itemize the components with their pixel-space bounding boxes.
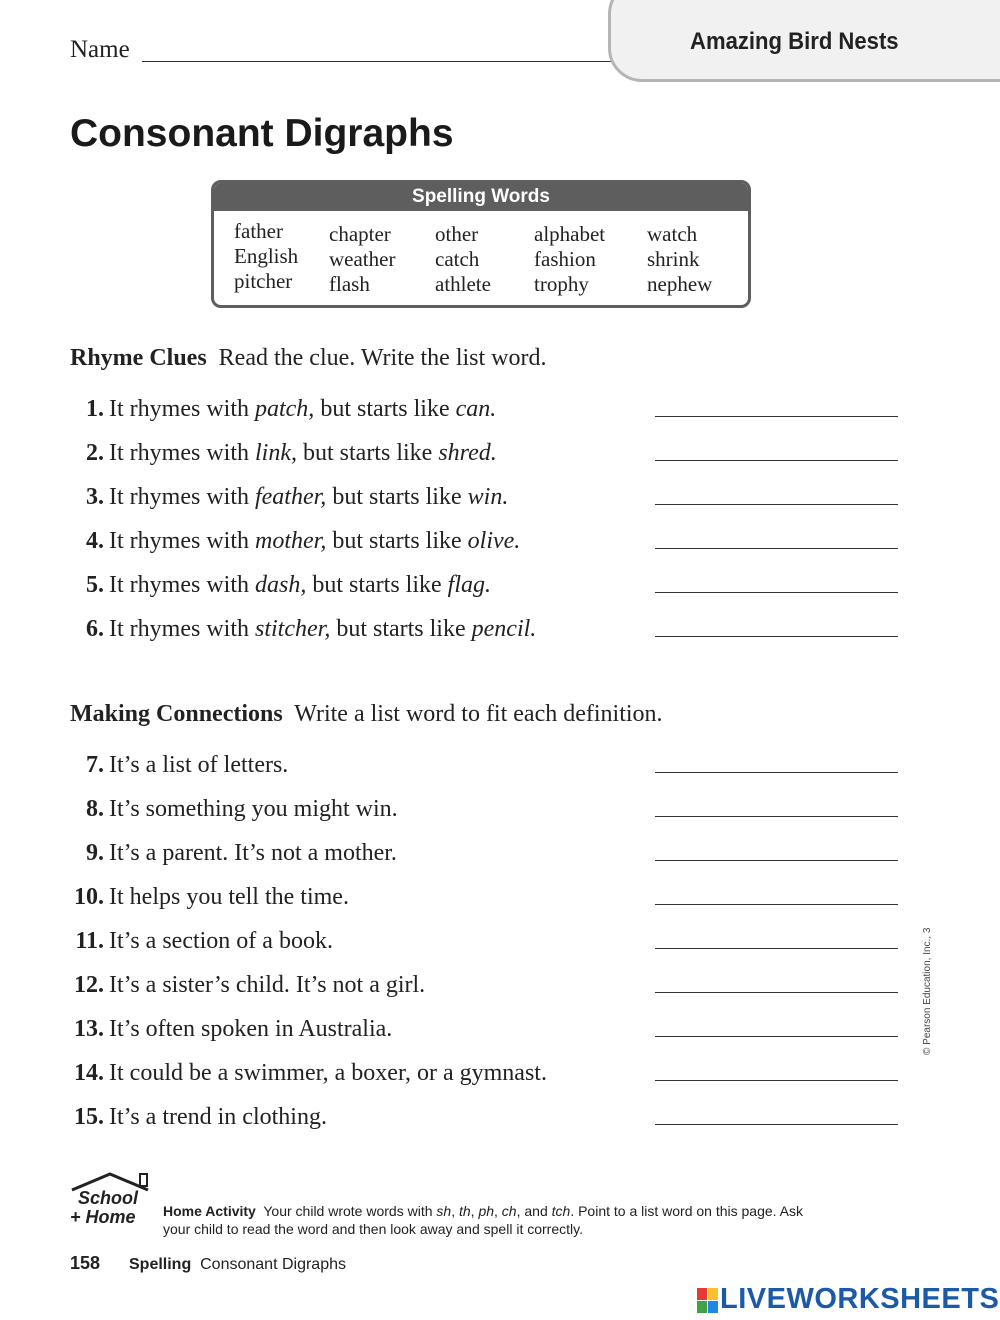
- item-number: 2.: [86, 440, 104, 466]
- item-number: 4.: [86, 528, 104, 554]
- home-activity-text-pre: Your child wrote words with: [263, 1203, 437, 1219]
- rhyme-word: dash,: [254, 572, 307, 598]
- home-activity-label: Home Activity: [163, 1203, 256, 1219]
- spelling-word: fashion: [534, 247, 596, 271]
- spelling-word: athlete: [435, 272, 491, 296]
- definition-item: [0, 1016, 1000, 1050]
- name-answer-line[interactable]: [142, 61, 612, 62]
- start-word: olive.: [467, 528, 521, 554]
- page-number: 158: [70, 1253, 101, 1273]
- clue-mid: but starts like: [296, 440, 439, 466]
- spelling-word: chapter: [329, 222, 391, 246]
- clue-text: [109, 396, 496, 423]
- spelling-word: watch: [647, 222, 698, 246]
- tab-title: Amazing Bird Nests: [690, 28, 899, 55]
- rhyme-word: stitcher,: [254, 616, 331, 642]
- clue-pre: It rhymes with: [109, 528, 255, 554]
- digraph: tch: [551, 1203, 571, 1219]
- clue-mid: but starts like: [326, 484, 468, 510]
- chimney-icon: [140, 1174, 147, 1186]
- clue-mid: but starts like: [314, 396, 456, 422]
- definition-item: [0, 1104, 1000, 1138]
- definition-item: [0, 796, 1000, 830]
- item-number: 6.: [86, 616, 104, 642]
- clue-text: [109, 616, 536, 643]
- footer-section-label: [129, 1256, 346, 1274]
- liveworksheets-watermark[interactable]: LIVEWORKSHEETS: [720, 1283, 1000, 1315]
- definition-item: [0, 884, 1000, 918]
- making-connections-heading: [70, 701, 663, 728]
- start-word: flag.: [447, 572, 491, 598]
- clue-pre: It rhymes with: [109, 440, 255, 466]
- liveworksheets-logo-icon: [697, 1288, 719, 1314]
- answer-line[interactable]: [655, 1080, 898, 1081]
- spelling-word: trophy: [534, 272, 589, 296]
- item-number: 11.: [75, 928, 104, 954]
- definition-item: [0, 752, 1000, 786]
- item-number: 1.: [86, 396, 104, 422]
- rhyme-clue-item: [0, 528, 1000, 562]
- name-label: Name: [70, 36, 130, 63]
- rhyme-clue-item: [0, 616, 1000, 650]
- definition-text: It’s a trend in clothing.: [109, 1104, 327, 1130]
- definition-text: It’s a parent. It’s not a mother.: [109, 840, 397, 866]
- answer-line[interactable]: [655, 1036, 898, 1037]
- spelling-column: [435, 222, 491, 297]
- definition-text: It’s a sister’s child. It’s not a girl.: [109, 972, 426, 998]
- answer-line[interactable]: [655, 1124, 898, 1125]
- logo-square: [708, 1301, 718, 1313]
- spelling-word: shrink: [647, 247, 700, 271]
- item-number: 3.: [86, 484, 104, 510]
- clue-pre: It rhymes with: [109, 616, 255, 642]
- item-number: 8.: [86, 796, 104, 822]
- definition-item: [0, 928, 1000, 962]
- item-number: 13.: [74, 1016, 104, 1042]
- spelling-word: alphabet: [534, 222, 606, 246]
- home-activity-text-post: . Point to a list word on this page. Ask your child to read the word and then look away and spell it correctly.: [163, 1203, 803, 1237]
- spelling-words-header: Spelling Words: [214, 183, 748, 211]
- spelling-words-box: [211, 180, 751, 308]
- clue-text: [109, 572, 491, 599]
- logo-school-text: School: [78, 1188, 139, 1208]
- clue-text: [109, 528, 520, 555]
- rhyme-word: mother,: [254, 528, 327, 554]
- answer-line[interactable]: [655, 460, 898, 461]
- footer-spelling-label: Spelling: [129, 1256, 192, 1273]
- item-number: 14.: [74, 1060, 104, 1086]
- start-word: can.: [455, 396, 497, 422]
- answer-line[interactable]: [655, 772, 898, 773]
- spelling-word: other: [435, 222, 479, 246]
- item-number: 7.: [86, 752, 104, 778]
- logo-square: [697, 1301, 707, 1313]
- rhyme-word: feather,: [254, 484, 327, 510]
- rhyme-clue-item: [0, 396, 1000, 430]
- answer-line[interactable]: [655, 948, 898, 949]
- footer-section-title: Consonant Digraphs: [200, 1256, 346, 1273]
- item-number: 5.: [86, 572, 104, 598]
- answer-line[interactable]: [655, 816, 898, 817]
- rhyme-word: patch,: [254, 396, 315, 422]
- definition-text: It’s a list of letters.: [109, 752, 289, 778]
- spelling-word: pitcher: [234, 269, 293, 293]
- definition-text: It’s often spoken in Australia.: [109, 1016, 393, 1042]
- clue-mid: but starts like: [330, 616, 472, 642]
- spelling-word: nephew: [647, 272, 713, 296]
- logo-home-text: + Home: [70, 1207, 136, 1226]
- rhyme-clue-item: [0, 572, 1000, 606]
- spelling-word: father: [234, 219, 283, 243]
- spelling-column: [647, 222, 712, 297]
- start-word: pencil.: [471, 616, 537, 642]
- item-number: 12.: [74, 972, 104, 998]
- school-home-logo: [70, 1170, 156, 1226]
- item-number: 10.: [74, 884, 104, 910]
- digraph: sh: [436, 1203, 452, 1219]
- rhyme-clue-item: [0, 484, 1000, 518]
- clue-pre: It rhymes with: [109, 396, 255, 422]
- clue-pre: It rhymes with: [109, 572, 255, 598]
- answer-line[interactable]: [655, 548, 898, 549]
- logo-square: [708, 1288, 718, 1300]
- answer-line[interactable]: [655, 992, 898, 993]
- home-activity-note: Home Activity Your child wrote words with sh, th, ph, ch, and tch. Point to a list word on this page. Ask your child to read the word and then look away and spell it correctly.: [163, 1203, 803, 1237]
- rhyme-clues-heading: [70, 345, 547, 372]
- digraph: th: [458, 1203, 471, 1219]
- clue-mid: but starts like: [326, 528, 468, 554]
- definition-item: [0, 840, 1000, 874]
- spelling-word: flash: [329, 272, 370, 296]
- digraph: ch: [501, 1203, 517, 1219]
- page-title: Consonant Digraphs: [70, 112, 454, 155]
- definition-text: It’s something you might win.: [109, 796, 398, 822]
- spelling-column: [234, 219, 298, 294]
- making-connections-instruction: Write a list word to fit each definition.: [294, 701, 663, 727]
- answer-line[interactable]: [655, 636, 898, 637]
- answer-line[interactable]: [655, 592, 898, 593]
- spelling-word: English: [234, 244, 299, 268]
- definition-text: It could be a swimmer, a boxer, or a gymnast.: [109, 1060, 547, 1086]
- copyright-notice: © Pearson Education, Inc., 3: [922, 927, 933, 1055]
- rhyme-clue-item: [0, 440, 1000, 474]
- clue-text: [109, 440, 497, 467]
- definition-item: [0, 1060, 1000, 1094]
- spelling-word: catch: [435, 247, 480, 271]
- clue-pre: It rhymes with: [109, 484, 255, 510]
- start-word: shred.: [438, 440, 497, 466]
- clue-mid: but starts like: [306, 572, 448, 598]
- making-connections-title: Making Connections: [70, 701, 283, 727]
- item-number: 9.: [86, 840, 104, 866]
- item-number: 15.: [74, 1104, 104, 1130]
- spelling-column: [534, 222, 605, 297]
- rhyme-clues-instruction: Read the clue. Write the list word.: [218, 345, 547, 371]
- digraph: ph: [478, 1203, 495, 1219]
- answer-line[interactable]: [655, 504, 898, 505]
- logo-square: [697, 1288, 707, 1300]
- answer-line[interactable]: [655, 416, 898, 417]
- clue-text: [109, 484, 508, 511]
- definition-text: It helps you tell the time.: [109, 884, 349, 910]
- spelling-word: weather: [329, 247, 396, 271]
- definition-text: It’s a section of a book.: [109, 928, 333, 954]
- rhyme-clues-title: Rhyme Clues: [70, 345, 207, 371]
- answer-line[interactable]: [655, 860, 898, 861]
- spelling-column: [329, 222, 395, 297]
- rhyme-word: link,: [254, 440, 297, 466]
- answer-line[interactable]: [655, 904, 898, 905]
- definition-item: [0, 972, 1000, 1006]
- start-word: win.: [467, 484, 509, 510]
